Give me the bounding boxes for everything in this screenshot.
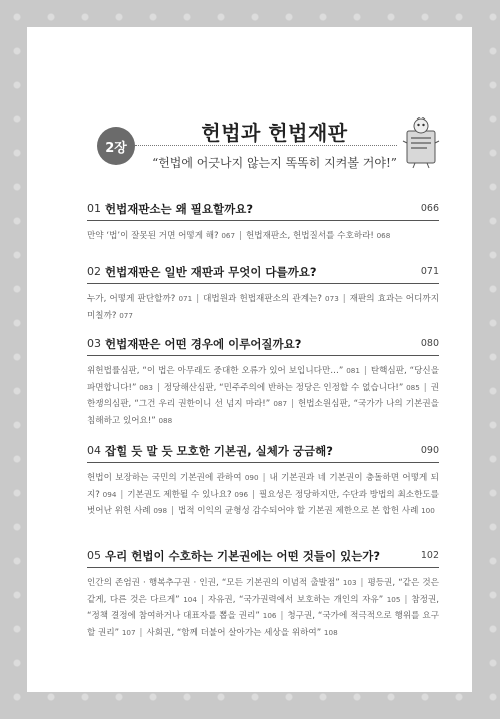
toc-item-text: 내 기본권과 네 기본권이 충돌하면 어떻게 되지? — [87, 473, 439, 500]
section-items — [87, 291, 439, 324]
item-separator: | — [171, 506, 174, 516]
toc-item-text: 만약 ‘법’이 잘못된 거면 어떻게 해? — [87, 231, 222, 241]
chapter-subtitle: “헌법에 어긋나지 않는지 똑똑히 지켜볼 거야!” — [152, 156, 397, 170]
chapter-badge: 2장 — [97, 127, 135, 165]
toc-item-page: 096 — [234, 489, 249, 499]
section-items — [87, 470, 439, 520]
toc-item-page: 071 — [178, 294, 193, 303]
toc-section — [87, 547, 439, 641]
toc-item-page: 087 — [273, 399, 288, 408]
toc-item-text: 인간의 존엄권 · 행복추구권 · 인권, “모든 기본권의 이념적 출발점” — [87, 578, 343, 588]
item-separator: | — [239, 231, 242, 241]
section-number: 04 — [87, 444, 101, 457]
section-items — [87, 575, 439, 641]
section-items — [87, 363, 439, 429]
toc-item-page: 083 — [139, 382, 153, 392]
item-separator: | — [404, 594, 408, 605]
toc-item-text: 탄핵심판, “당신을 파면합니다!” — [87, 366, 439, 393]
toc-item-text: 사회권, “함께 더불어 살아가는 세상을 위하여” — [146, 627, 324, 638]
toc-item-page: 085 — [406, 382, 420, 392]
section-title: 헌법재판소는 왜 필요할까요? — [105, 202, 253, 216]
toc-item-page: 073 — [325, 294, 339, 303]
section-number: 03 — [87, 337, 101, 350]
toc-item-text: 누가, 어떻게 판단할까? — [87, 294, 179, 304]
toc-item-page: 107 — [121, 627, 136, 637]
toc-item-text: 기본권도 제한될 수 있나요? — [127, 489, 235, 500]
toc-section — [87, 200, 439, 245]
section-title: 우리 헌법이 수호하는 기본권에는 어떤 것들이 있는가? — [105, 549, 381, 563]
judge-mascot-icon — [397, 117, 445, 169]
toc-item-text: 재판의 효과는 어디까지 미칠까? — [87, 294, 439, 321]
section-title: 헌법재판은 어떤 경우에 이루어질까요? — [105, 337, 302, 351]
toc-item-text: 헌법재판소, 헌법질서를 수호하라! — [245, 231, 377, 241]
toc-item-text: 자유권, “국가권력에서 보호하는 개인의 자유” — [207, 594, 387, 605]
item-separator: | — [291, 399, 294, 409]
chapter-header — [27, 117, 472, 177]
item-separator: | — [156, 382, 160, 393]
section-number: 02 — [87, 265, 101, 278]
toc-item-page: 098 — [153, 506, 168, 515]
section-page: 071 — [420, 266, 439, 277]
section-number: 05 — [87, 549, 101, 562]
toc-item-page: 105 — [386, 594, 401, 604]
toc-item-text: 평등권, “같은 것은 같게, 다른 것은 다르게” — [87, 578, 439, 605]
toc-item-page: 094 — [102, 489, 117, 499]
item-separator: | — [120, 489, 124, 500]
toc-section — [87, 335, 439, 429]
section-number: 01 — [87, 202, 101, 215]
item-separator: | — [360, 578, 364, 588]
section-page: 066 — [420, 203, 439, 214]
item-separator: | — [252, 489, 256, 500]
chapter-title: 헌법과 헌법재판 — [201, 121, 348, 145]
section-title: 잡힐 듯 말 듯 모호한 기본권, 실체가 궁금해? — [105, 444, 333, 458]
toc-section — [87, 263, 439, 324]
section-items — [87, 228, 439, 245]
toc-item-text: 헌법이 보장하는 국민의 기본권에 관하여 — [87, 473, 245, 483]
toc-item-text: 권한쟁의심판, “그건 우리 권한이니 선 넘지 마라!” — [87, 382, 440, 409]
toc-section — [87, 442, 439, 520]
toc-item-text: 청구권, “국가에 적극적으로 행위를 요구할 권리” — [87, 611, 439, 638]
item-separator: | — [139, 627, 143, 638]
toc-item-text: 법적 이익의 균형성 감수되어야 할 기본권 제한으로 본 합헌 사례 — [177, 506, 422, 516]
toc-item-page: 090 — [244, 473, 259, 482]
item-separator: | — [280, 611, 284, 621]
item-separator: | — [423, 382, 427, 393]
toc-item-page: 081 — [346, 366, 360, 375]
section-page: 080 — [420, 338, 439, 349]
toc-item-text: 정당해산심판, “민주주의에 반하는 정당은 인정할 수 없습니다!” — [163, 382, 407, 393]
toc-item-page: 100 — [421, 506, 435, 515]
toc-item-page: 067 — [221, 231, 236, 240]
item-separator: | — [196, 294, 200, 304]
item-separator: | — [342, 294, 346, 304]
item-separator: | — [262, 473, 266, 483]
toc-item-page: 108 — [323, 627, 338, 637]
toc-item-page: 077 — [119, 310, 133, 320]
section-page: 090 — [420, 445, 439, 456]
section-title: 헌법재판은 일반 재판과 무엇이 다를까요? — [105, 265, 317, 279]
toc-item-text: 참정권, “정책 결정에 참여하거나 대표자를 뽑을 권리” — [87, 594, 439, 621]
section-page: 102 — [420, 550, 439, 561]
toc-item-page: 106 — [262, 611, 277, 620]
toc-item-page: 088 — [158, 415, 173, 425]
item-separator: | — [200, 594, 204, 605]
title-divider — [135, 145, 397, 146]
item-separator: | — [363, 366, 367, 376]
toc-item-page: 103 — [342, 578, 357, 587]
toc-item-text: 대법원과 헌법재판소의 관계는? — [203, 294, 326, 304]
toc-item-text: 위헌법률심판, “이 법은 아무래도 중대한 오류가 있어 보입니다만…” — [87, 366, 347, 376]
toc-item-text: 필요성은 정당하지만, 수단과 방법의 최소한도를 벗어난 위헌 사례 — [87, 489, 439, 516]
toc-item-text: 헌법소원심판, “국가가 나의 기본권을 침해하고 있어요!” — [87, 399, 439, 426]
toc-item-page: 104 — [183, 594, 197, 604]
toc-item-page: 068 — [376, 231, 391, 240]
document-page — [27, 27, 472, 692]
